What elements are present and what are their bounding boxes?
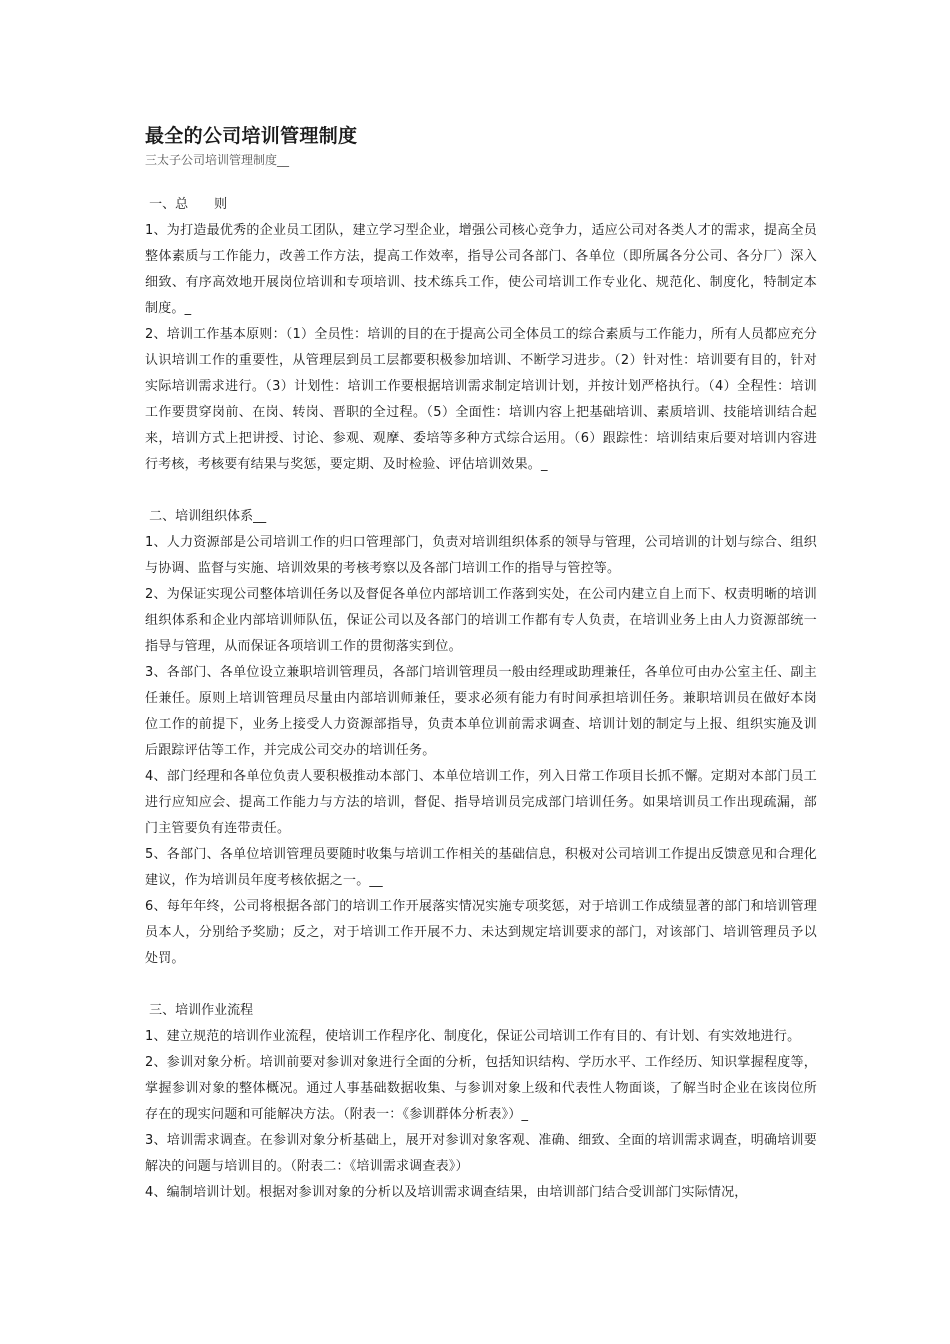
section-organization: [145, 504, 817, 972]
paragraph: 2、参训对象分析。培训前要对参训对象进行全面的分析，包括知识结构、学历水平、工作经历、知识掌握程度等，掌握参训对象的整体概况。通过人事基础数据收集、与参训对象上级和代表性人物面谈，了解当时企业在该岗位所存在的现实问题和可能解决方法。（附表一：《参训群体分析表》）_: [145, 1055, 817, 1122]
paragraph: 3、各部门、各单位设立兼职培训管理员，各部门培训管理员一般由经理或助理兼任，各单位可由办公室主任、副主任兼任。原则上培训管理员尽量由内部培训师兼任，要求必须有能力有时间承担培训任务。兼职培训员在做好本岗位工作的前提下，业务上接受人力资源部指导，负责本单位训前需求调查、培训计划的制定与上报、组织实施及训后跟踪评估等工作，并完成公司交办的培训任务。: [145, 665, 817, 758]
document-page: [145, 122, 817, 1206]
paragraph: 1、人力资源部是公司培训工作的归口管理部门，负责对培训组织体系的领导与管理，公司培训的计划与综合、组织与协调、监督与实施、培训效果的考核考察以及各部门培训工作的指导与管控等。: [145, 535, 817, 576]
paragraph: 5、各部门、各单位培训管理员要随时收集与培训工作相关的基础信息，积极对公司培训工作提出反馈意见和合理化建议，作为培训员年度考核依据之一。__: [145, 847, 817, 888]
section-heading: 三、培训作业流程: [145, 1003, 254, 1018]
section-heading: 二、培训组织体系__: [145, 509, 267, 524]
section-spacer: [145, 972, 817, 998]
paragraph: 2、培训工作基本原则：（1）全员性：培训的目的在于提高公司全体员工的综合素质与工作能力，所有人员都应充分认识培训工作的重要性，从管理层到员工层都要积极参加培训、不断学习进步。（2）针对性：培训要有目的，针对实际培训需求进行。（3）计划性：培训工作要根据培训需求制定培训计划，并按计划严格执行。（4）全程性：培训工作要贯穿岗前、在岗、转岗、晋职的全过程。（5）全面性：培训内容上把基础培训、素质培训、技能培训结合起来，培训方式上把讲授、讨论、参观、观摩、委培等多种方式综合运用。（6）跟踪性：培训结束后要对培训内容进行考核，考核要有结果与奖惩，要定期、及时检验、评估培训效果。_: [145, 327, 817, 472]
paragraph: 1、为打造最优秀的企业员工团队，建立学习型企业，增强公司核心竞争力，适应公司对各类人才的需求，提高全员整体素质与工作能力，改善工作方法，提高工作效率，指导公司各部门、各单位（即所属各分公司、各分厂）深入细致、有序高效地开展岗位培训和专项培训、技术练兵工作，使公司培训工作专业化、规范化、制度化，特制定本制度。_: [145, 223, 817, 316]
paragraph: 2、为保证实现公司整体培训任务以及督促各单位内部培训工作落到实处，在公司内建立自上而下、权责明晰的培训组织体系和企业内部培训师队伍，保证公司以及各部门的培训工作都有专人负责，在培训业务上由人力资源部统一指导与管理，从而保证各项培训工作的贯彻落实到位。: [145, 587, 817, 654]
paragraph: 6、每年年终，公司将根据各部门的培训工作开展落实情况实施专项奖惩，对于培训工作成绩显著的部门和培训管理员本人，分别给予奖励；反之，对于培训工作开展不力、未达到规定培训要求的部门，对该部门、培训管理员予以处罚。: [145, 899, 817, 966]
document-title: 最全的公司培训管理制度: [145, 125, 358, 147]
section-process: [145, 998, 817, 1206]
section-general: [145, 192, 817, 478]
paragraph: 3、培训需求调查。在参训对象分析基础上，展开对参训对象客观、准确、细致、全面的培训需求调查，明确培训要解决的问题与培训目的。（附表二：《培训需求调查表》）: [145, 1133, 817, 1174]
section-heading: 一、总 则: [145, 197, 228, 212]
paragraph: 4、部门经理和各单位负责人要积极推动本部门、本单位培训工作，列入日常工作项目长抓不懈。定期对本部门员工进行应知应会、提高工作能力与方法的培训，督促、指导培训员完成部门培训任务。如果培训员工作出现疏漏，部门主管要负有连带责任。: [145, 769, 817, 836]
document-subtitle: 三太子公司培训管理制度__: [145, 153, 290, 167]
section-spacer: [145, 478, 817, 504]
paragraph: 4、编制培训计划。根据对参训对象的分析以及培训需求调查结果，由培训部门结合受训部门实际情况，: [145, 1185, 748, 1200]
paragraph: 1、建立规范的培训作业流程，使培训工作程序化、制度化，保证公司培训工作有目的、有计划、有实效地进行。: [145, 1029, 801, 1044]
